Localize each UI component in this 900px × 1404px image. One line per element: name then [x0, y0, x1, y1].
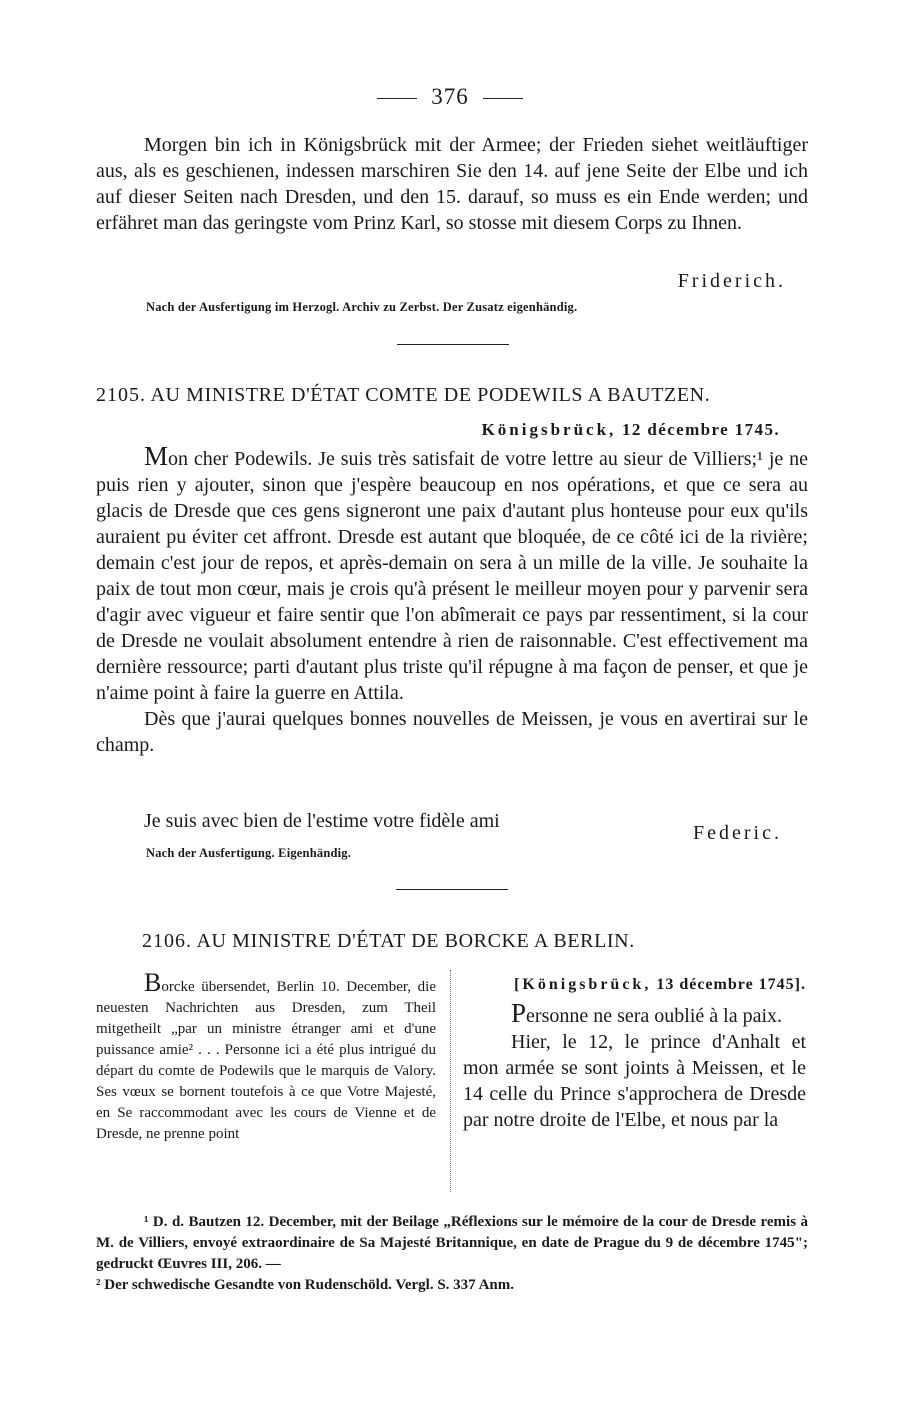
- letter-2105-paragraph1: on cher Podewils. Je suis très satisfait de votre lettre au sieur de Villiers;¹ je ne puis rien y ajouter, sinon que j'espère beaucoup en nos opérations, et que ce sera au glacis de Dresde que ces gens signeront une paix d'autant plus honteuse pour eux qu'ils auraient pu éviter cet affront. Dresde est autant que bloquée, de ce côté ici de la rivière; demain c'est jour de repos, et après-demain on sera à un mille de la ville. Je souhaite la paix de tout mon cœur, mais je crois qu'à présent le meilleur moyen pour y parvenir sera d'agir avec vigueur et faire sentir que l'on abîmerait ce pays par ressentiment, si la cour de Dresde ne voulait absolument entendre à rien de raisonnable. C'est effectivement ma dernière ressource; parti d'autant plus triste qu'il répugne à ma façon de penser, et que je n'aime point à faire la guerre en Attila.: [96, 448, 808, 704]
- letter-2106-summary-text: orcke übersendet, Berlin 10. December, die neuesten Nachrichten aus Dresden, zum Theil mitgetheilt „par un ministre étranger ami et d'une puissance amie² . . . Personne ici a été plus intrigué du départ du comte de Podewils que le marquis de Valory. Ses vœux se bornent toutefois à ce que Votre Majesté, en Se raccommodant avec les cours de Vienne et de Dresde, ne prenne point: [96, 979, 436, 1142]
- letter-2106-date-place: [Königsbrück,: [514, 976, 652, 993]
- letter-2106-text-column: [463, 972, 806, 1133]
- letter-2106-heading: [142, 930, 854, 953]
- letter-2105-date: 12 décembre 1745.: [621, 420, 780, 439]
- header-dash-left: [377, 98, 417, 99]
- letter-2105-initial: M: [144, 441, 169, 471]
- letter-2105-source-note: Nach der Ausfertigung. Eigenhändig.: [146, 846, 352, 860]
- header-dash-right: [483, 98, 523, 99]
- letter-2105-signature: Federic.: [693, 822, 782, 844]
- letter-2106-title: AU MINISTRE D'ÉTAT DE BORCKE A BERLIN.: [196, 930, 635, 952]
- letter-2106-summary-initial: B: [144, 968, 162, 997]
- letter-2105-closing: Je suis avec bien de l'estime votre fidèle ami: [144, 810, 500, 832]
- letter-2106-paragraph2: Hier, le 12, le prince d'Anhalt et mon armée se sont joints à Meissen, et le 14 celle du Prince s'approchera de Dresde par notre droite de l'Elbe, et nous par la: [463, 1031, 806, 1131]
- page-number: 376: [431, 84, 469, 109]
- letter-2106-paragraph1: ersonne ne sera oublié à la paix.: [526, 1005, 783, 1027]
- section1-source-note: Nach der Ausfertigung im Herzogl. Archiv zu Zerbst. Der Zusatz eigenhändig.: [146, 300, 578, 314]
- footnote-2: ² Der schwedische Gesandte von Rudenschöld. Vergl. S. 337 Anm.: [96, 1277, 515, 1293]
- letter-2105-body: [96, 443, 808, 758]
- page-number-header: [0, 84, 900, 110]
- section1-signature: Friderich.: [677, 270, 786, 292]
- letter-2105-dateline: [482, 420, 780, 440]
- letter-2105-heading: [96, 384, 808, 407]
- letter-2106-dateline: [463, 972, 806, 998]
- letter-2105-date-place: Königsbrück,: [481, 420, 617, 439]
- section1-paragraph: Morgen bin ich in Königsbrück mit der Armee; der Frieden siehet weitläuftiger aus, als es geschienen, indessen marschiren Sie den 14. auf jene Seite der Elbe und ich auf dieser Seiten nach Dresden, und den 15. darauf, so muss es ein Ende werden; und erfähret man das geringste vom Prinz Karl, so stosse mit diesem Corps zu Ihnen.: [96, 134, 808, 234]
- letter-2105-paragraph2: Dès que j'aurai quelques bonnes nouvelles de Meissen, je vous en avertirai sur le champ.: [96, 708, 808, 756]
- column-divider: [450, 970, 451, 1192]
- section-divider-1: [397, 344, 509, 345]
- letter-2106-summary-column: [96, 968, 436, 1145]
- footnote-1: ¹ D. d. Bautzen 12. December, mit der Beilage „Réflexions sur le mémoire de la cour de Dresde remis à M. de Villiers, envoyé extraordinaire de Sa Majesté Britannique, en date de Prague du 9 de décembre 1745"; gedruckt Œuvres III, 206. —: [96, 1214, 808, 1272]
- letter-2106-number: 2106.: [142, 930, 192, 952]
- letter-2105-number: 2105.: [96, 384, 146, 406]
- letter-2106-initial: P: [511, 998, 527, 1028]
- footnotes: [96, 1212, 808, 1296]
- letter-2106-date: 13 décembre 1745].: [656, 976, 806, 993]
- section-divider-2: [396, 889, 508, 890]
- letter-2105-title: AU MINISTRE D'ÉTAT COMTE DE PODEWILS A BAUTZEN.: [150, 384, 711, 406]
